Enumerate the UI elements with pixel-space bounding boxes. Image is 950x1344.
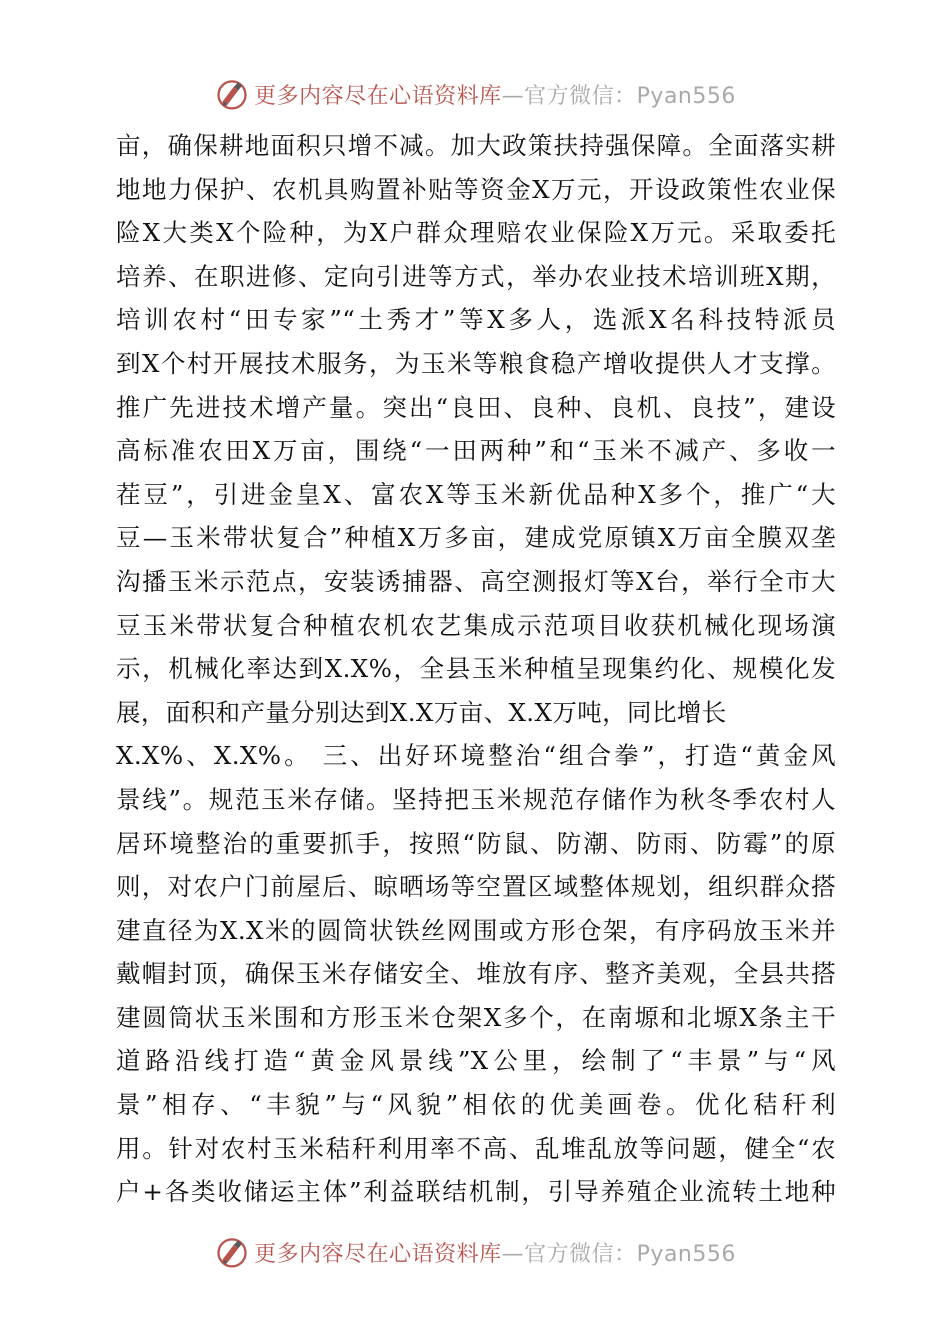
watermark-text [254,1237,736,1268]
text-line: 险X大类X个险种，为X户群众理赔农业保险X万元。采取委托 [116,218,836,248]
watermark-main: 更多内容尽在心语资料库 [254,83,502,109]
text-line: 示，机械化率达到X.X%，全县玉米种植呈现集约化、规模化发 [116,654,836,684]
watermark-wechat-id: Pyan556 [636,1241,736,1267]
text-line: 居环境整治的重要抓手，按照“防鼠、防潮、防雨、防霉”的原 [116,828,836,858]
text-line: 则，对农户门前屋后、晾晒场等空置区域整体规划，组织群众搭 [116,872,836,902]
text-line: 用。针对农村玉米秸秆利用率不高、乱堆乱放等问题，健全“农 [116,1133,836,1163]
text-line: 景”相存、“丰貌”与“风貌”相依的优美画卷。优化秸秆利 [116,1090,836,1120]
text-line: 建圆筒状玉米围和方形玉米仓架X多个，在南塬和北塬X条主干 [116,1002,836,1032]
text-line: 豆玉米带状复合种植农机农艺集成示范项目收获机械化现场演 [116,610,836,640]
text-line: 戴帽封顶，确保玉米存储安全、堆放有序、整齐美观，全县共搭 [116,959,836,989]
text-line: 亩，确保耕地面积只增不减。加大政策扶持强保障。全面落实耕 [116,131,836,160]
text-line: 推广先进技术增产量。突出“良田、良种、良机、良技”，建设 [116,392,836,422]
text-line: 培训农村“田专家”“土秀才”等X多人，选派X名科技特派员 [116,305,836,335]
text-line: 地地力保护、农机具购置补贴等资金X万元，开设政策性农业保 [116,174,836,204]
text-line: 展，面积和产量分别达到X.X万亩、X.X万吨，同比增长 [116,697,727,727]
text-line: 培养、在职进修、定向引进等方式，举办农业技术培训班X期， [116,261,836,291]
text-line: 户+各类收储运主体”利益联结机制，引导养殖企业流转土地种 [116,1177,836,1207]
watermark-text [254,79,736,110]
text-line: 茬豆”，引进金皇X、富农X等玉米新优品种X多个，推广“大 [116,479,836,509]
text-line: 到X个村开展技术服务，为玉米等粮食稳产增收提供人才支撑。 [116,348,836,378]
text-line: 沟播玉米示范点，安装诱捕器、高空测报灯等X台，举行全市大 [116,566,836,596]
watermark-official: 官方微信： [524,83,637,109]
watermark-main: 更多内容尽在心语资料库 [254,1241,502,1267]
watermark-dash: — [501,83,525,109]
text-line: 景线”。规范玉米存储。坚持把玉米规范存储作为秋冬季农村人 [116,784,836,814]
logo-mark-icon [214,1234,250,1270]
document-body [116,124,836,1214]
text-line: 道路沿线打造“黄金风景线”X公里，绘制了“丰景”与“风 [116,1046,836,1076]
watermark-wechat-id: Pyan556 [636,83,736,109]
text-line: 豆—玉米带状复合”种植X万多亩，建成党原镇X万亩全膜双垄 [116,523,836,553]
logo-mark-icon [214,76,250,112]
footer-watermark-banner [0,1232,950,1272]
watermark-dash: — [501,1241,525,1267]
text-line: X.X%、X.X%。 三、出好环境整治“组合拳”，打造“黄金风 [116,741,836,771]
watermark-official: 官方微信： [524,1241,637,1267]
header-watermark-banner [0,74,950,114]
text-line: 建直径为X.X米的圆筒状铁丝网围或方形仓架，有序码放玉米并 [116,915,836,945]
text-line: 高标准农田X万亩，围绕“一田两种”和“玉米不减产、多收一 [116,436,836,466]
